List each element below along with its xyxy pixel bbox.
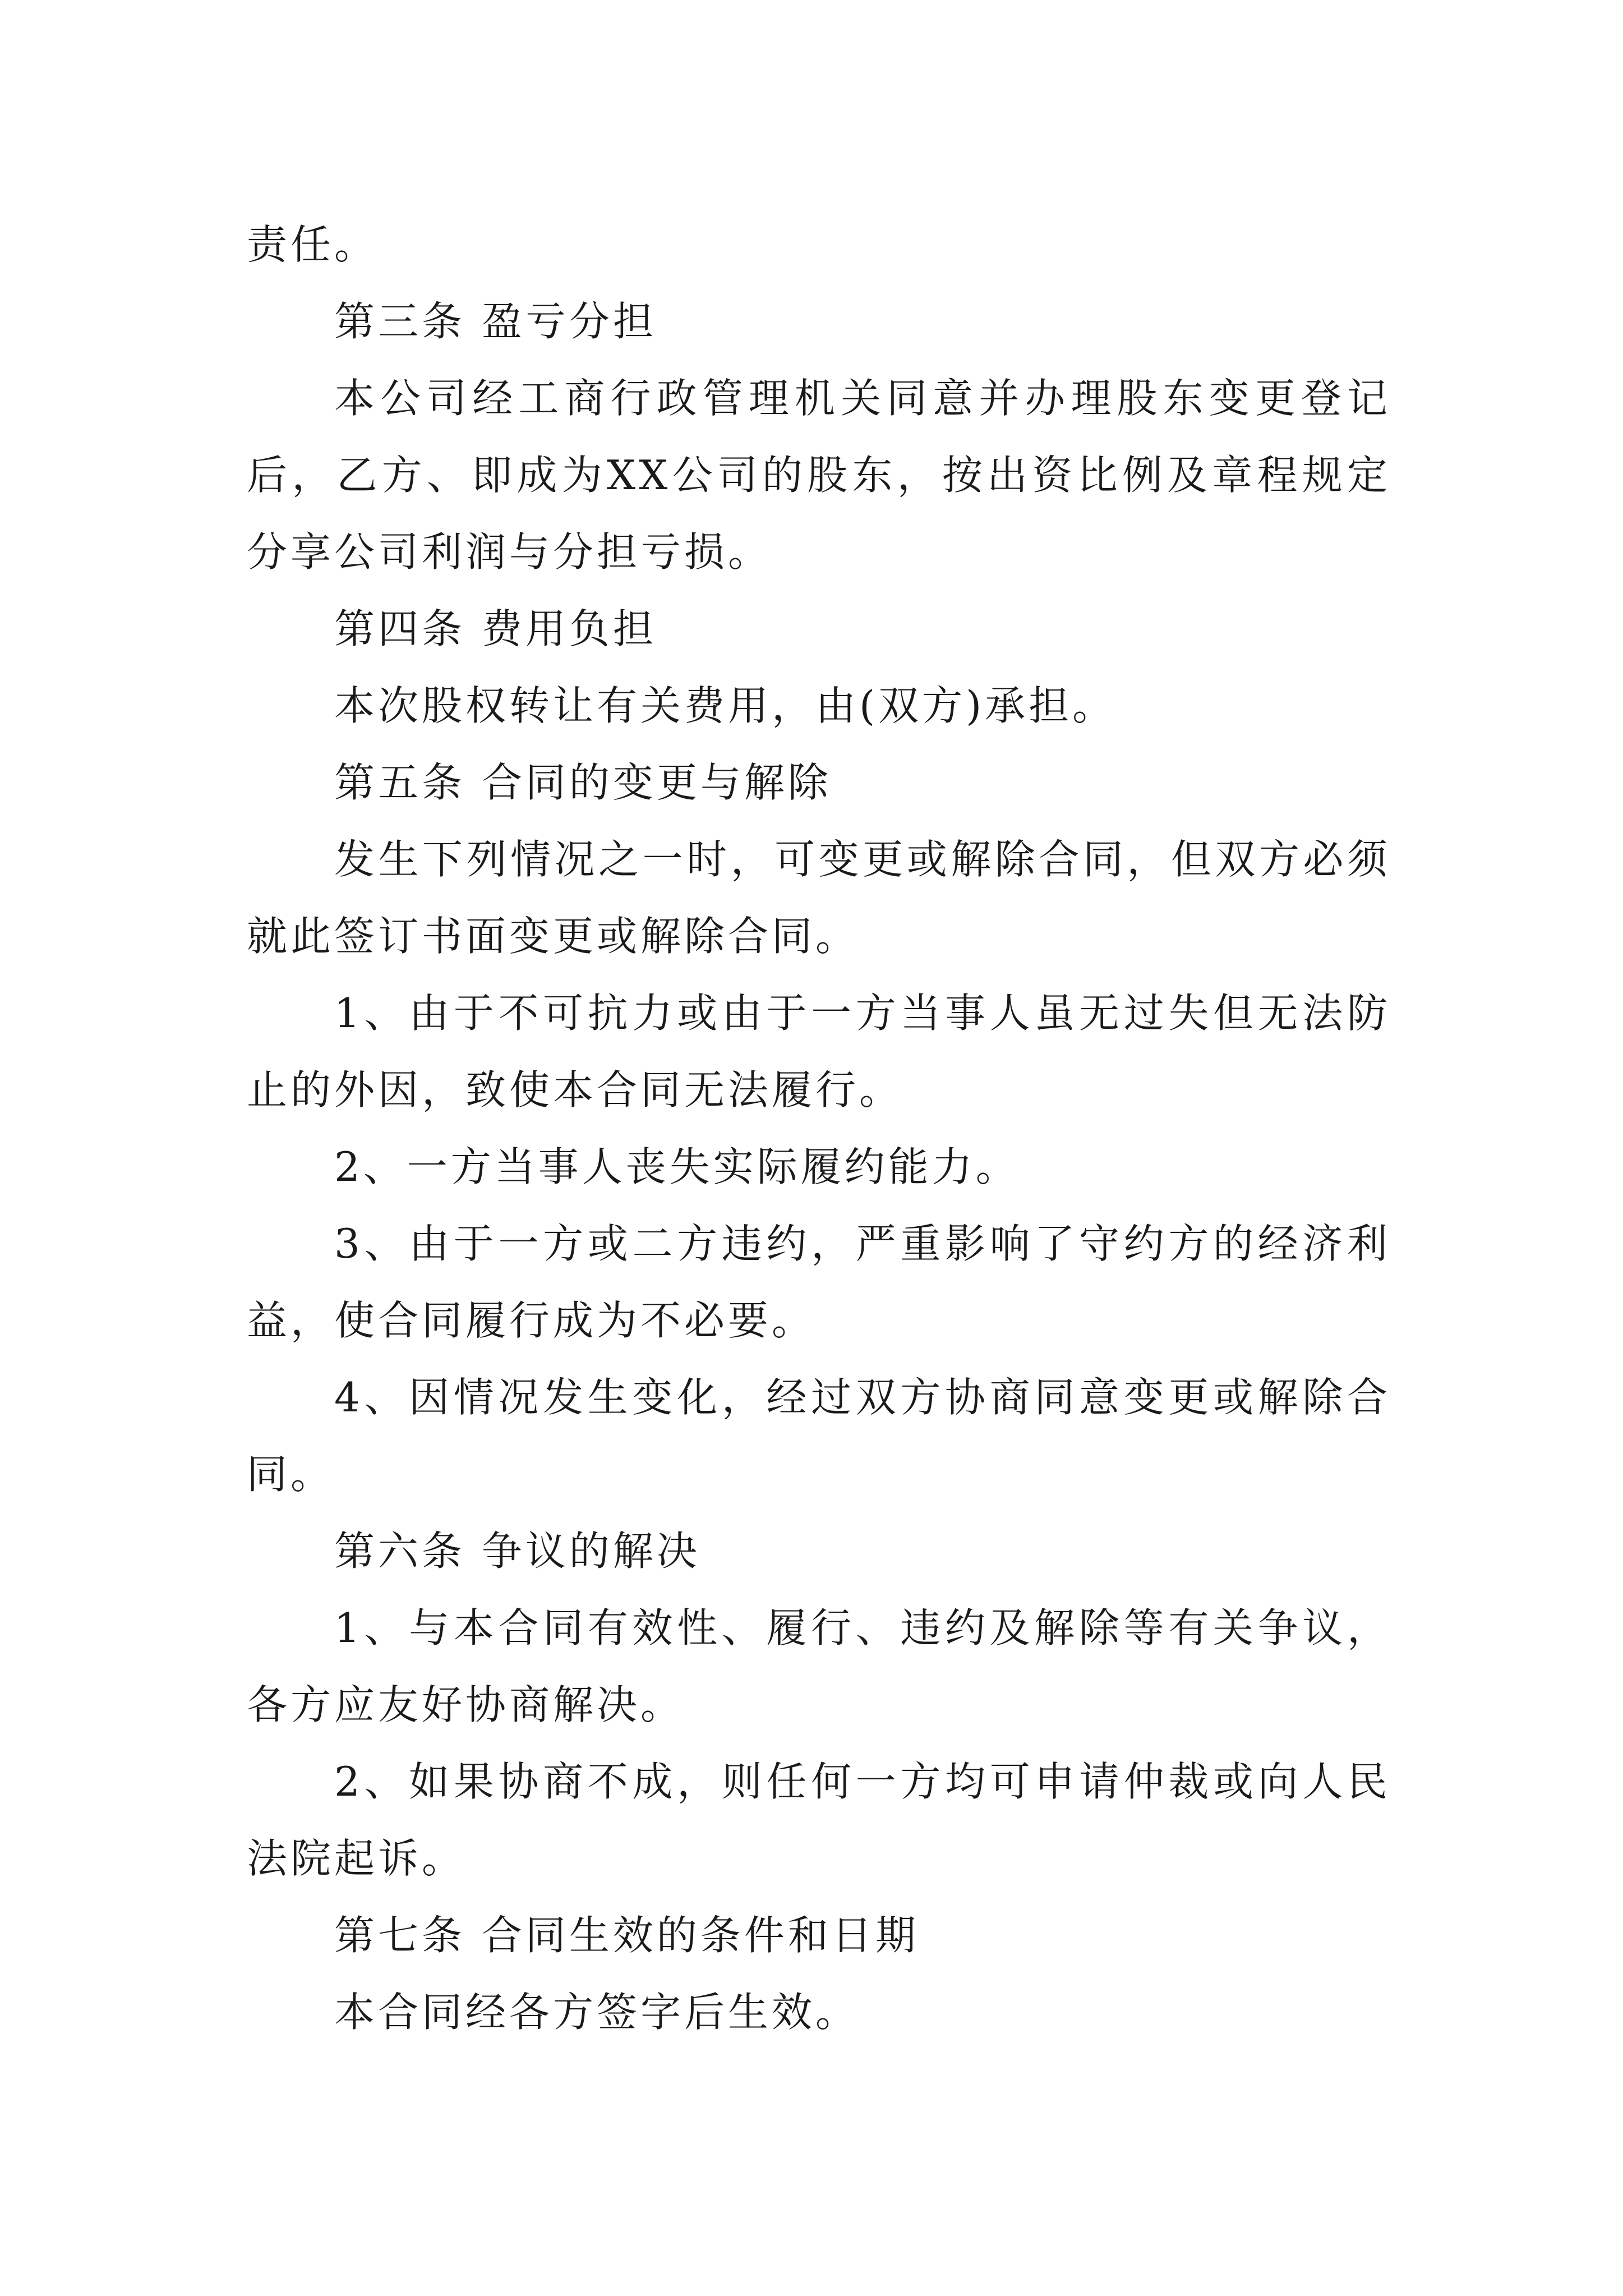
article-6-item-1: 1、与本合同有效性、履行、违约及解除等有关争议，各方应友好协商解决。 [247,1604,1391,1728]
article-6-heading: 第六条 争议的解决 [334,1527,700,1575]
article-5-body: 发生下列情况之一时，可变更或解除合同，但双方必须就此签订书面变更或解除合同。 [247,836,1391,960]
article-3-heading: 第三条 盈亏分担 [334,298,657,345]
article-4-body: 本次股权转让有关费用，由(双方)承担。 [334,682,1117,729]
article-7-body: 本合同经各方签字后生效。 [334,1989,860,2036]
document-body [247,206,1391,2051]
article-6-item-2: 2、如果协商不成，则任何一方均可申请仲裁或向人民法院起诉。 [247,1758,1391,1882]
article-7-heading: 第七条 合同生效的条件和日期 [334,1912,919,1959]
article-5-heading: 第五条 合同的变更与解除 [334,759,832,806]
article-5-item-3: 3、由于一方或二方违约，严重影响了守约方的经济利益，使合同履行成为不必要。 [247,1220,1391,1344]
article-5-item-1: 1、由于不可抗力或由于一方当事人虽无过失但无法防止的外因，致使本合同无法履行。 [247,990,1391,1114]
article-4-heading: 第四条 费用负担 [334,605,657,652]
paragraph-continuation: 责任。 [247,221,379,268]
article-5-item-4: 4、因情况发生变化，经过双方协商同意变更或解除合同。 [247,1374,1391,1498]
article-3-body: 本公司经工商行政管理机关同意并办理股东变更登记后，乙方、即成为XX公司的股东，按出资比例及章程规定分享公司利润与分担亏损。 [247,375,1391,576]
article-5-item-2: 2、一方当事人丧失实际履约能力。 [334,1143,1020,1190]
